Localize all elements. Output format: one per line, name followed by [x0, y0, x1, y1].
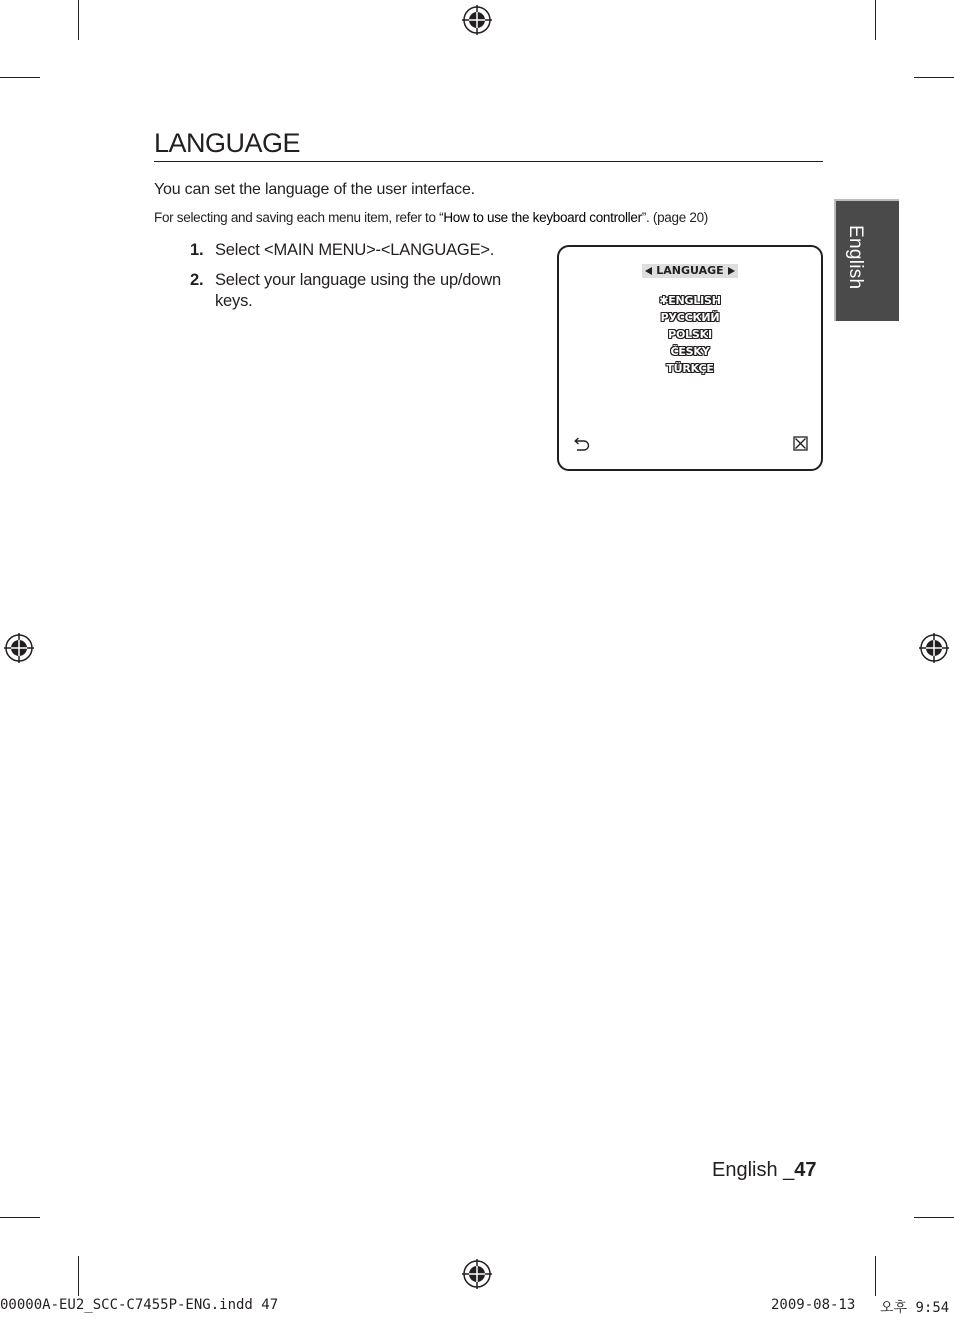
page-title: LANGUAGE	[154, 128, 301, 158]
osd-language-item: POLSKI	[668, 328, 712, 341]
page-number: 47	[794, 1159, 817, 1181]
step-text	[215, 241, 494, 259]
menu-name: LANGUAGE	[390, 241, 481, 259]
footer-label: English _	[712, 1159, 795, 1181]
osd-title: LANGUAGE	[656, 264, 724, 277]
step-text-part: >-<	[366, 241, 391, 259]
reference-link: How to use the keyboard controller	[443, 210, 642, 225]
osd-language-item: ✱ENGLISH	[659, 294, 721, 307]
osd-title-bar	[642, 264, 738, 278]
page-footer	[712, 1159, 817, 1182]
registration-mark-icon	[461, 1258, 493, 1290]
crop-mark	[0, 77, 40, 78]
osd-language-item: TÜRKÇE	[666, 362, 714, 375]
osd-language-list	[559, 292, 821, 377]
side-tab-label: English	[845, 225, 866, 290]
step-2	[190, 270, 535, 312]
crop-mark	[78, 0, 79, 40]
title-rule	[154, 161, 823, 162]
arrow-left-icon	[645, 267, 652, 275]
close-icon	[793, 436, 808, 451]
menu-name: MAIN MENU	[273, 241, 367, 259]
registration-mark-icon	[918, 632, 950, 664]
crop-mark	[914, 77, 954, 78]
steps-list	[190, 240, 535, 321]
language-side-tab	[834, 199, 899, 321]
crop-mark	[875, 1256, 876, 1296]
registration-mark-icon	[461, 4, 493, 36]
return-icon	[572, 435, 590, 453]
registration-mark-icon	[3, 632, 35, 664]
osd-screen	[557, 245, 823, 471]
osd-language-item: РУССКИЙ	[660, 311, 720, 324]
step-number: 2.	[190, 271, 204, 289]
step-text-part: Select <	[215, 241, 274, 259]
slug-time: 오후 9:54	[880, 1300, 950, 1316]
reference-prefix: For selecting and saving each menu item, refer to “	[154, 210, 444, 225]
intro-text: You can set the language of the user interface.	[154, 181, 475, 198]
crop-mark	[78, 1256, 79, 1296]
step-text: Select your language using the up/down keys.	[215, 271, 501, 310]
step-1	[190, 240, 535, 261]
slug-filename: 00000A-EU2_SCC-C7455P-ENG.indd 47	[0, 1297, 279, 1313]
slug-date: 2009-08-13	[771, 1297, 856, 1313]
osd-language-item: ČESKY	[670, 345, 710, 358]
step-number: 1.	[190, 241, 204, 259]
reference-suffix: ”. (page 20)	[641, 210, 708, 225]
crop-mark	[875, 0, 876, 40]
crop-mark	[0, 1217, 40, 1218]
reference-note	[154, 210, 708, 225]
step-text-part: >.	[480, 241, 495, 259]
arrow-right-icon	[728, 267, 735, 275]
crop-mark	[914, 1217, 954, 1218]
